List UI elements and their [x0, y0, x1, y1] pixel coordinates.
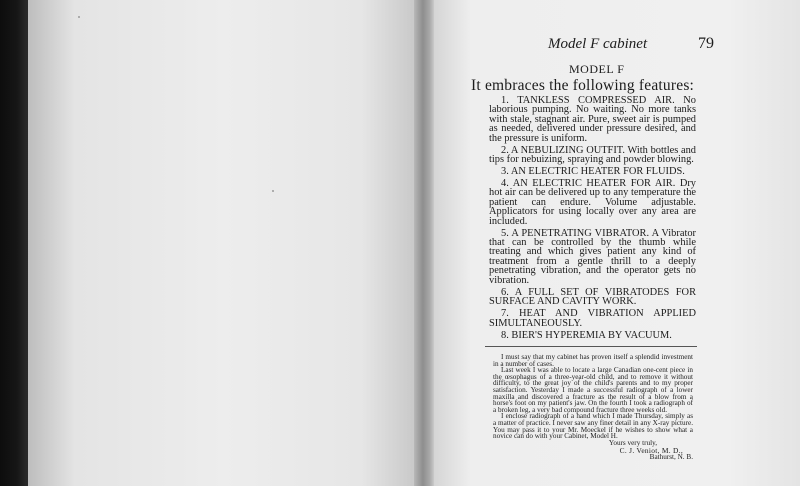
testimonial-letter: [493, 354, 693, 461]
feature-item: 5. A PENETRATING VIBRATOR. A Vibrator that can be controlled by the thumb while treating and which gives patient any kind of treatment from a gentle thrill to a deeply penetrating vibration, and the operator gets no vibration.: [489, 227, 696, 286]
page-number: 79: [698, 35, 714, 52]
letter-signature: C. J. Veniot, M. D.,: [619, 445, 683, 455]
testimonial-paragraph: Last week I was able to locate a large Canadian one-cent piece in the œsophagus of a three-year-old child, and to remove it without difficulty, to the great joy of the child's parents and to my proper satisfaction. Yesterday I made a successful radiograph of a lower maxilla and discovered a fracture as the result of a blow from a horse's foot on my patient's jaw. On the fourth I took a radiograph of a broken leg, a very bad compound fracture three weeks old.: [493, 366, 693, 414]
letter-location: Bathurst, N. B.: [649, 453, 693, 462]
book-gutter: [414, 0, 436, 486]
feature-item: 6. A FULL SET OF VIBRATODES FOR SURFACE AND CAVITY WORK.: [489, 286, 696, 308]
section-label: MODEL F: [569, 62, 625, 76]
testimonial-paragraph: I enclose radiograph of a hand which I made Thursday, simply as a matter of practice. I never saw any finer detail in any X-ray picture. You may pass it to your Mr. Moeckel if he wishes to show what a novice can do with your Cabinet, Model H.: [493, 412, 693, 441]
testimonial-paragraph: I must say that my cabinet has proven itself a splendid investment in a number of cases.: [493, 353, 693, 368]
feature-item: 2. A NEBULIZING OUTFIT. With bottles and tips for nebuizing, spraying and powder blowing.: [489, 144, 696, 166]
feature-item: 3. AN ELECTRIC HEATER FOR FLUIDS.: [501, 166, 685, 178]
left-page-blank: [28, 0, 420, 486]
divider-rule: [485, 346, 697, 347]
feature-item: 4. AN ELECTRIC HEATER FOR AIR. Dry hot air can be delivered up to any temperature the patient can endure. Volume adjustable. Applicators for using locally over any area are included.: [489, 178, 696, 227]
running-title: Model F cabinet: [548, 36, 648, 52]
book-edge: [0, 0, 28, 486]
features-intro: It embraces the following features:: [471, 77, 695, 94]
feature-item: 1. TANKLESS COMPRESSED AIR. No laborious pumping. No waiting. No more tanks with stale, stagnant air. Pure, sweet air is pumped as needed, delivered under pressure desired, and the pressure is uniform.: [489, 95, 696, 144]
letter-closing: Yours very truly,: [608, 438, 657, 447]
feature-item: 8. BIER'S HYPEREMIA BY VACUUM.: [501, 329, 672, 341]
feature-item: 7. HEAT AND VIBRATION APPLIED SIMULTANEOUSLY.: [489, 308, 696, 329]
feature-list: [489, 96, 696, 343]
